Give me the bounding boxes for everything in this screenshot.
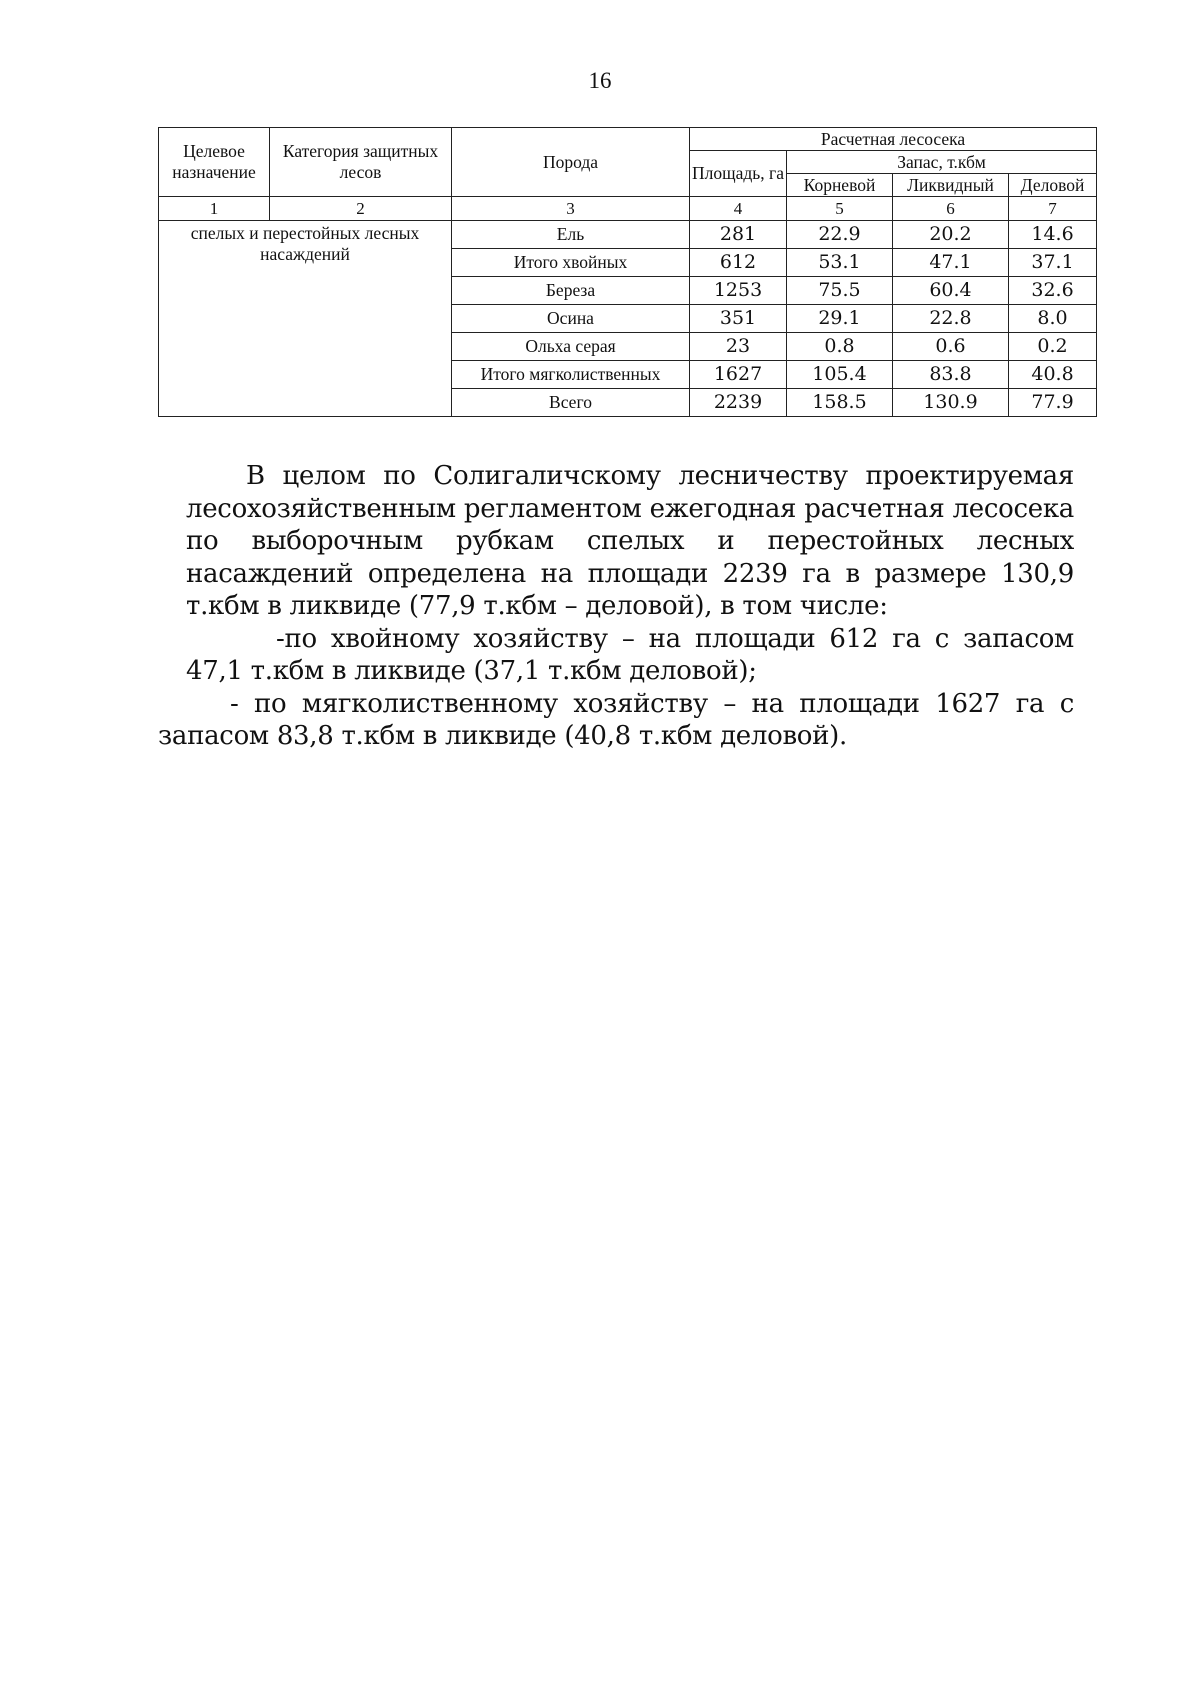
liquid-cell: 22.8 [893,305,1009,333]
category-cell: спелых и перестойных лесных насаждений [159,221,452,417]
area-cell: 2239 [690,389,787,417]
business-cell: 0.2 [1009,333,1097,361]
species-cell: Ольха серая [452,333,690,361]
business-cell: 77.9 [1009,389,1097,417]
softwood-paragraph: - по мягколиственному хозяйству – на площади 1627 га с запасом 83,8 т.кбм в ликвиде (40,8 т.кбм деловой). [158,688,1074,751]
area-cell: 351 [690,305,787,333]
species-cell: Итого мягколиственных [452,361,690,389]
species-cell: Осина [452,305,690,333]
column-number: 2 [270,197,452,221]
area-cell: 1627 [690,361,787,389]
header-purpose: Целевое назначение [159,128,270,197]
column-number: 1 [159,197,270,221]
header-stock: Запас, т.кбм [787,151,1097,174]
table-row [159,221,1097,249]
root-cell: 29.1 [787,305,893,333]
area-cell: 1253 [690,277,787,305]
header-species: Порода [452,128,690,197]
business-cell: 32.6 [1009,277,1097,305]
conifer-paragraph: -по хвойному хозяйству – на площади 612 га с запасом 47,1 т.кбм в ликвиде (37,1 т.кбм деловой); [186,623,1074,686]
liquid-cell: 83.8 [893,361,1009,389]
species-cell: Итого хвойных [452,249,690,277]
body-text [158,460,1074,753]
area-cell: 281 [690,221,787,249]
summary-paragraph: В целом по Солигаличскому лесничеству проектируемая лесохозяйственным регламентом ежегодная расчетная лесосека по выборочным рубкам спелых и перестойных лесных насаждений определена на площади 2239 га в размере 130,9 т.кбм в ликвиде (77,9 т.кбм – деловой), в том числе: [186,461,1074,621]
page-number: 16 [588,68,612,93]
column-number: 5 [787,197,893,221]
species-cell: Береза [452,277,690,305]
header-category: Категория защитных лесов [270,128,452,197]
root-cell: 158.5 [787,389,893,417]
header-business: Деловой [1009,174,1097,197]
header-root: Корневой [787,174,893,197]
business-cell: 40.8 [1009,361,1097,389]
liquid-cell: 47.1 [893,249,1009,277]
root-cell: 105.4 [787,361,893,389]
business-cell: 37.1 [1009,249,1097,277]
liquid-cell: 20.2 [893,221,1009,249]
header-cutting-area: Расчетная лесосека [690,128,1097,151]
header-area: Площадь, га [690,151,787,197]
column-number: 6 [893,197,1009,221]
business-cell: 8.0 [1009,305,1097,333]
column-number: 3 [452,197,690,221]
column-number: 7 [1009,197,1097,221]
column-number-row [159,197,1097,221]
root-cell: 22.9 [787,221,893,249]
liquid-cell: 130.9 [893,389,1009,417]
root-cell: 53.1 [787,249,893,277]
header-liquid: Ликвидный [893,174,1009,197]
root-cell: 75.5 [787,277,893,305]
business-cell: 14.6 [1009,221,1097,249]
species-cell: Ель [452,221,690,249]
cutting-area-table [158,127,1097,417]
area-cell: 23 [690,333,787,361]
root-cell: 0.8 [787,333,893,361]
liquid-cell: 60.4 [893,277,1009,305]
liquid-cell: 0.6 [893,333,1009,361]
column-number: 4 [690,197,787,221]
species-cell: Всего [452,389,690,417]
area-cell: 612 [690,249,787,277]
